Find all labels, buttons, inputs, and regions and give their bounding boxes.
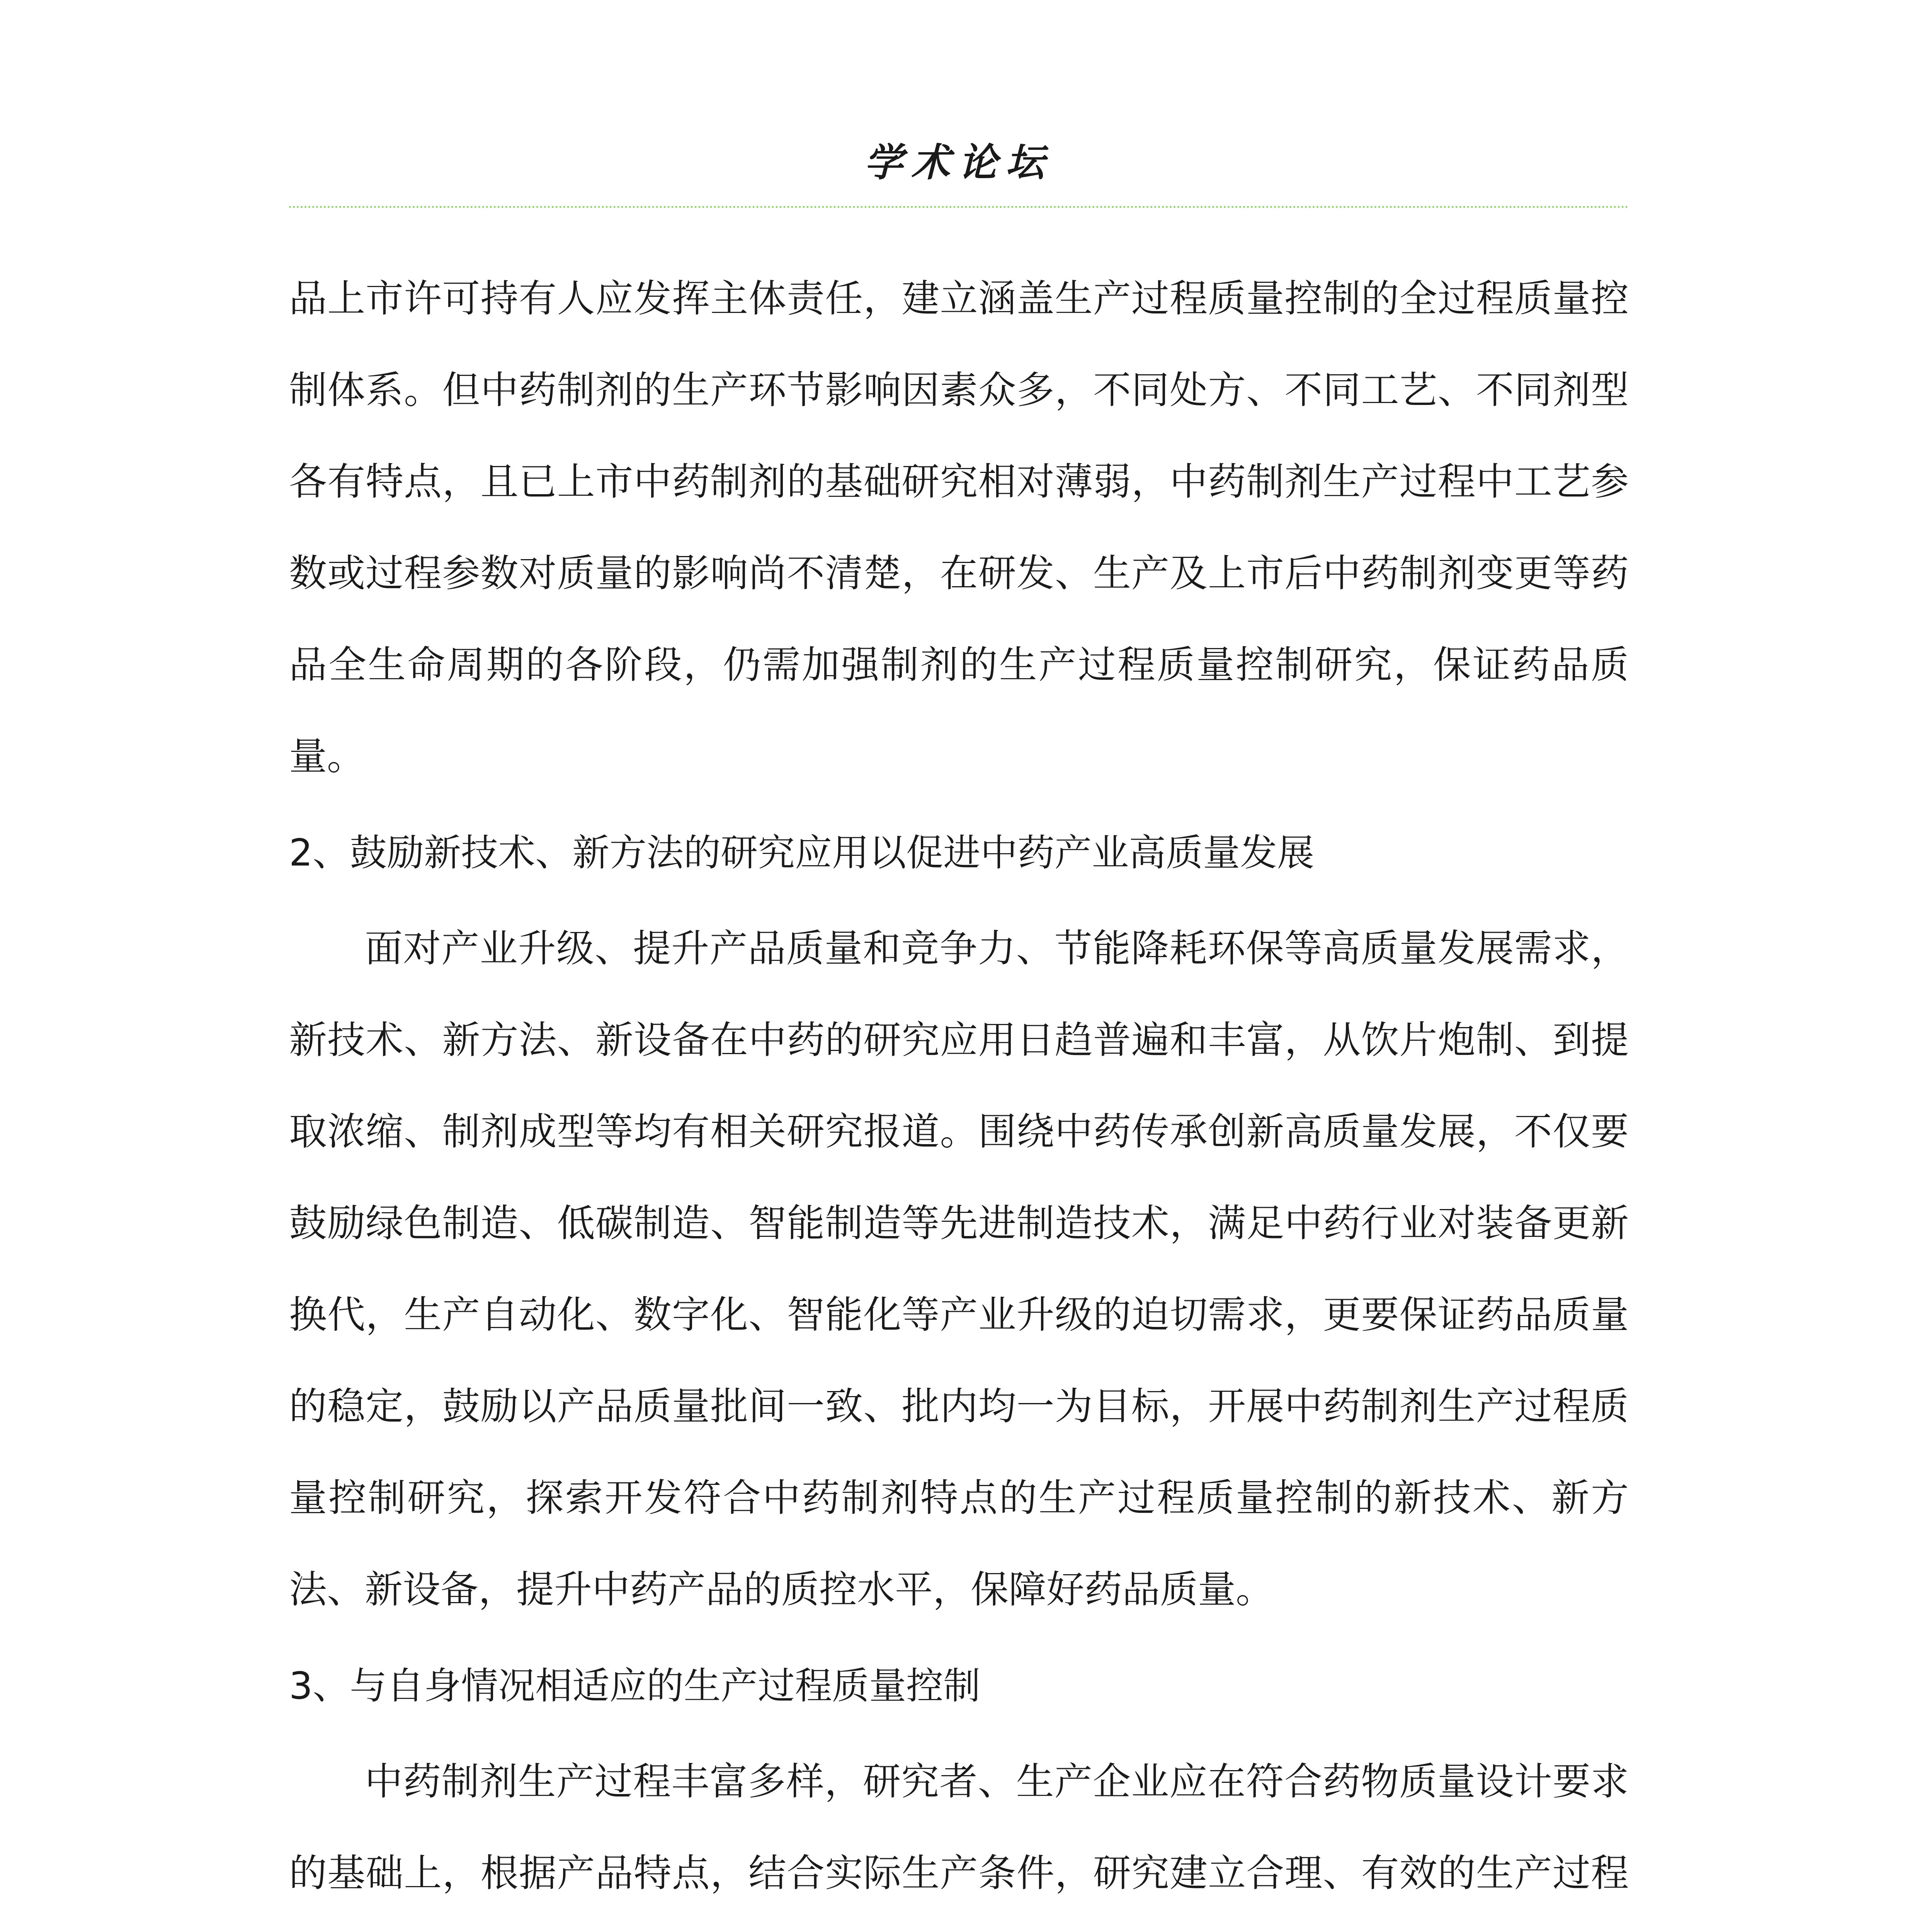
subheading-2: 2、鼓励新技术、新方法的研究应用以促进中药产业高质量发展 xyxy=(289,831,1315,874)
paragraph-2: 面对产业升级、提升产品质量和竞争力、节能降耗环保等高质量发展需求，新技术、新方法、新设备在中药的研究应用日趋普遍和丰富，从饮片炮制、到提取浓缩、制剂成型等均有相关研究报道。围绕中药传承创新高质量发展，不仅要鼓励绿色制造、低碳制造、智能制造等先进制造技术，满足中药行业对装备更新换代，生产自动化、数字化、智能化等产业升级的迫切需求，更要保证药品质量的稳定，鼓励以产品质量批间一致、批内均一为目标，开展中药制剂生产过程质量控制研究，探索开发符合中药制剂特点的生产过程质量控制的新技术、新方法、新设备，提升中药产品的质控水平，保障好药品质量。 xyxy=(289,927,1629,1612)
subheading-3: 3、与自身情况相适应的生产过程质量控制 xyxy=(289,1664,981,1708)
article-body xyxy=(289,253,1629,1932)
section-title: 学术论坛 xyxy=(864,139,1053,185)
paragraph-3: 中药制剂生产过程丰富多样，研究者、生产企业应在符合药物质量设计要求的基础上，根据产品特点，结合实际生产条件，研究建立合理、有效的生产过程 xyxy=(289,1760,1629,1895)
header-divider xyxy=(289,206,1629,208)
paragraph-1: 品上市许可持有人应发挥主体责任，建立涵盖生产过程质量控制的全过程质量控制体系。但中药制剂的生产环节影响因素众多，不同处方、不同工艺、不同剂型各有特点，且已上市中药制剂的基础研究相对薄弱，中药制剂生产过程中工艺参数或过程参数对质量的影响尚不清楚，在研发、生产及上市后中药制剂变更等药品全生命周期的各阶段，仍需加强制剂的生产过程质量控制研究，保证药品质量。 xyxy=(289,277,1629,779)
